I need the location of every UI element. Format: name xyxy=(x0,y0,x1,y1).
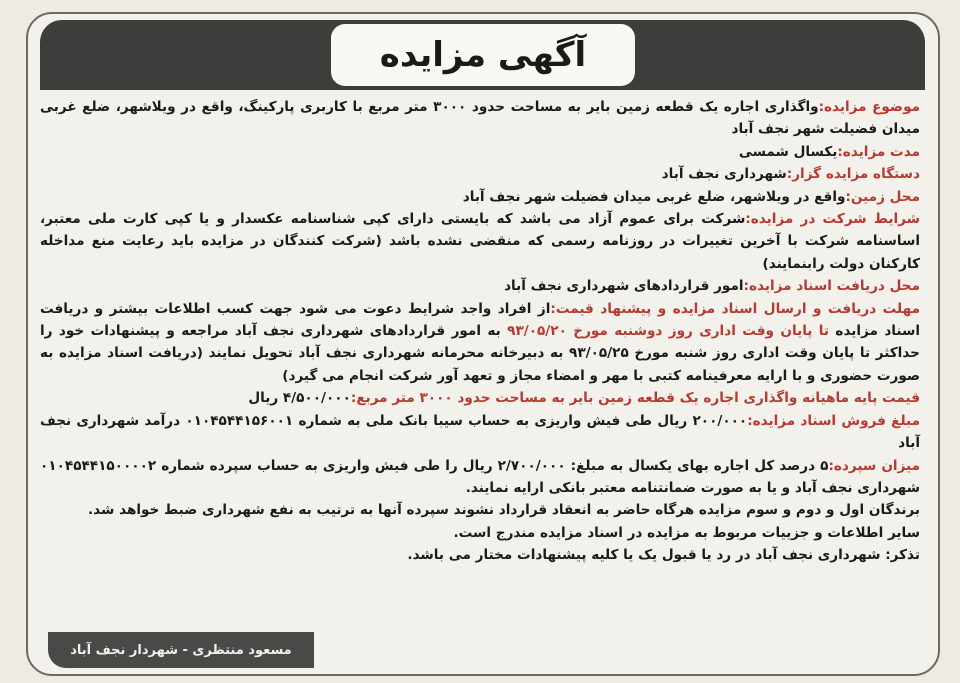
location-text: واقع در ویلاشهر، ضلع غربی میدان فضیلت شهر نجف آباد xyxy=(462,188,846,205)
duration-text: یکسال شمسی xyxy=(738,143,838,160)
details-text: سایر اطلاعات و جزییات مربوط به مزایده در اسناد مزایده مندرج است. xyxy=(453,524,920,541)
winners-paragraph xyxy=(40,499,920,521)
deadline-text-after: به امور قراردادهای شهرداری نجف آباد مراجعه و پیشنهادات خود را حداکثر تا پایان وقت اداری روز شنبه مورخ ۹۳/۰۵/۲۵ به دبیرخانه محرمانه شهرداری نجف آباد تحویل نمایند (دریافت اسناد مزایده به صورت حضوری و با ارایه معرفینامه کتبی با مهر و امضاء مجاز و تعهد آور شرکت انجام می گیرد) xyxy=(40,323,920,384)
subject-text: واگذاری اجاره یک قطعه زمین بایر به مساحت حدود ۳۰۰۰ متر مربع با کاربری پارکینگ، واقع در ویلاشهر، ضلع غربی میدان فضیلت شهر نجف آباد xyxy=(40,99,920,138)
deadline-highlight: تا پایان وقت اداری روز دوشنبه مورخ ۹۳/۰۵/۲۰ xyxy=(507,323,830,340)
documents-place-text: امور قراردادهای شهرداری نجف آباد xyxy=(504,278,744,295)
deadline-label: مهلت دریافت و ارسال اسناد مزایده و پیشنهاد قیمت: xyxy=(550,300,920,317)
deposit-text: ۵ درصد کل اجاره بهای یکسال به مبلغ: ۲/۷۰۰/۰۰۰ ریال را طی فیش واریزی به حساب سپرده شماره ۰۱۰۴۵۴۴۱۵۰۰۰۰۲ شهرداری نجف آباد و یا به صورت ضمانتنامه معتبر بانکی ارایه نمایند. xyxy=(40,457,920,496)
title-box xyxy=(331,24,635,86)
notice-title: آگهی مزایده xyxy=(379,35,587,75)
deposit-paragraph xyxy=(40,455,920,500)
signature-text: مسعود منتظری - شهردار نجف آباد xyxy=(70,642,292,658)
location-paragraph xyxy=(40,186,920,208)
signature-badge xyxy=(48,632,314,668)
details-paragraph xyxy=(40,522,920,544)
winners-text: برندگان اول و دوم و سوم مزایده هرگاه حاضر به انعقاد قرارداد نشوند سپرده آنها به ترتیب به نفع شهرداری ضبط خواهد شد. xyxy=(87,502,920,519)
organizer-text: شهرداری نجف آباد xyxy=(661,166,787,183)
location-label: محل زمین: xyxy=(845,188,920,205)
organizer-label: دستگاه مزایده گزار: xyxy=(786,166,920,183)
subject-paragraph xyxy=(40,96,920,141)
base-price-paragraph xyxy=(40,387,920,409)
note-paragraph xyxy=(40,544,920,566)
deadline-paragraph xyxy=(40,298,920,388)
conditions-label: شرایط شرکت در مزایده: xyxy=(745,211,920,228)
deadline-text-before: از افراد واجد شرایط دعوت می شود جهت کسب اطلاعات بیشتر و دریافت اسناد مزایده xyxy=(40,300,920,340)
document-fee-label: مبلغ فروش اسناد مزایده: xyxy=(747,412,920,429)
conditions-paragraph xyxy=(40,208,920,275)
deposit-label: میزان سپرده: xyxy=(828,457,921,474)
base-price-text: ۴/۵۰۰/۰۰۰ ریال xyxy=(248,390,351,407)
conditions-text: شرکت برای عموم آزاد می باشد که بایستی دارای کپی شناسنامه عکسدار و یا کپی کارت ملی معتبر، اساسنامه شرکت با آخرین تغییرات در روزنامه رسمی که منقضی نشده باشد (شرکت کنندگان در مزایده باید رعایت منع مداخله کارکنان دولت رابنمایند) xyxy=(40,211,920,272)
subject-label: موضوع مزایده: xyxy=(818,99,921,115)
notice-body xyxy=(40,96,920,666)
documents-place-label: محل دریافت اسناد مزایده: xyxy=(743,278,920,295)
document-fee-paragraph xyxy=(40,410,920,455)
document-fee-text: ۲۰۰/۰۰۰ ریال طی فیش واریزی به حساب سیبا بانک ملی به شماره ۰۱۰۴۵۴۴۱۵۶۰۰۱ درآمد شهرداری نجف آباد xyxy=(40,412,920,452)
base-price-label: قیمت پایه ماهیانه واگذاری اجاره یک قطعه زمین بایر به مساحت حدود ۳۰۰۰ متر مربع: xyxy=(350,390,920,407)
organizer-paragraph xyxy=(40,163,920,185)
documents-place-paragraph xyxy=(40,275,920,297)
note-text: تذکر: شهرداری نجف آباد در رد یا قبول یک یا کلیه پیشنهادات مختار می باشد. xyxy=(407,547,920,564)
duration-paragraph xyxy=(40,141,920,163)
duration-label: مدت مزایده: xyxy=(837,143,920,160)
